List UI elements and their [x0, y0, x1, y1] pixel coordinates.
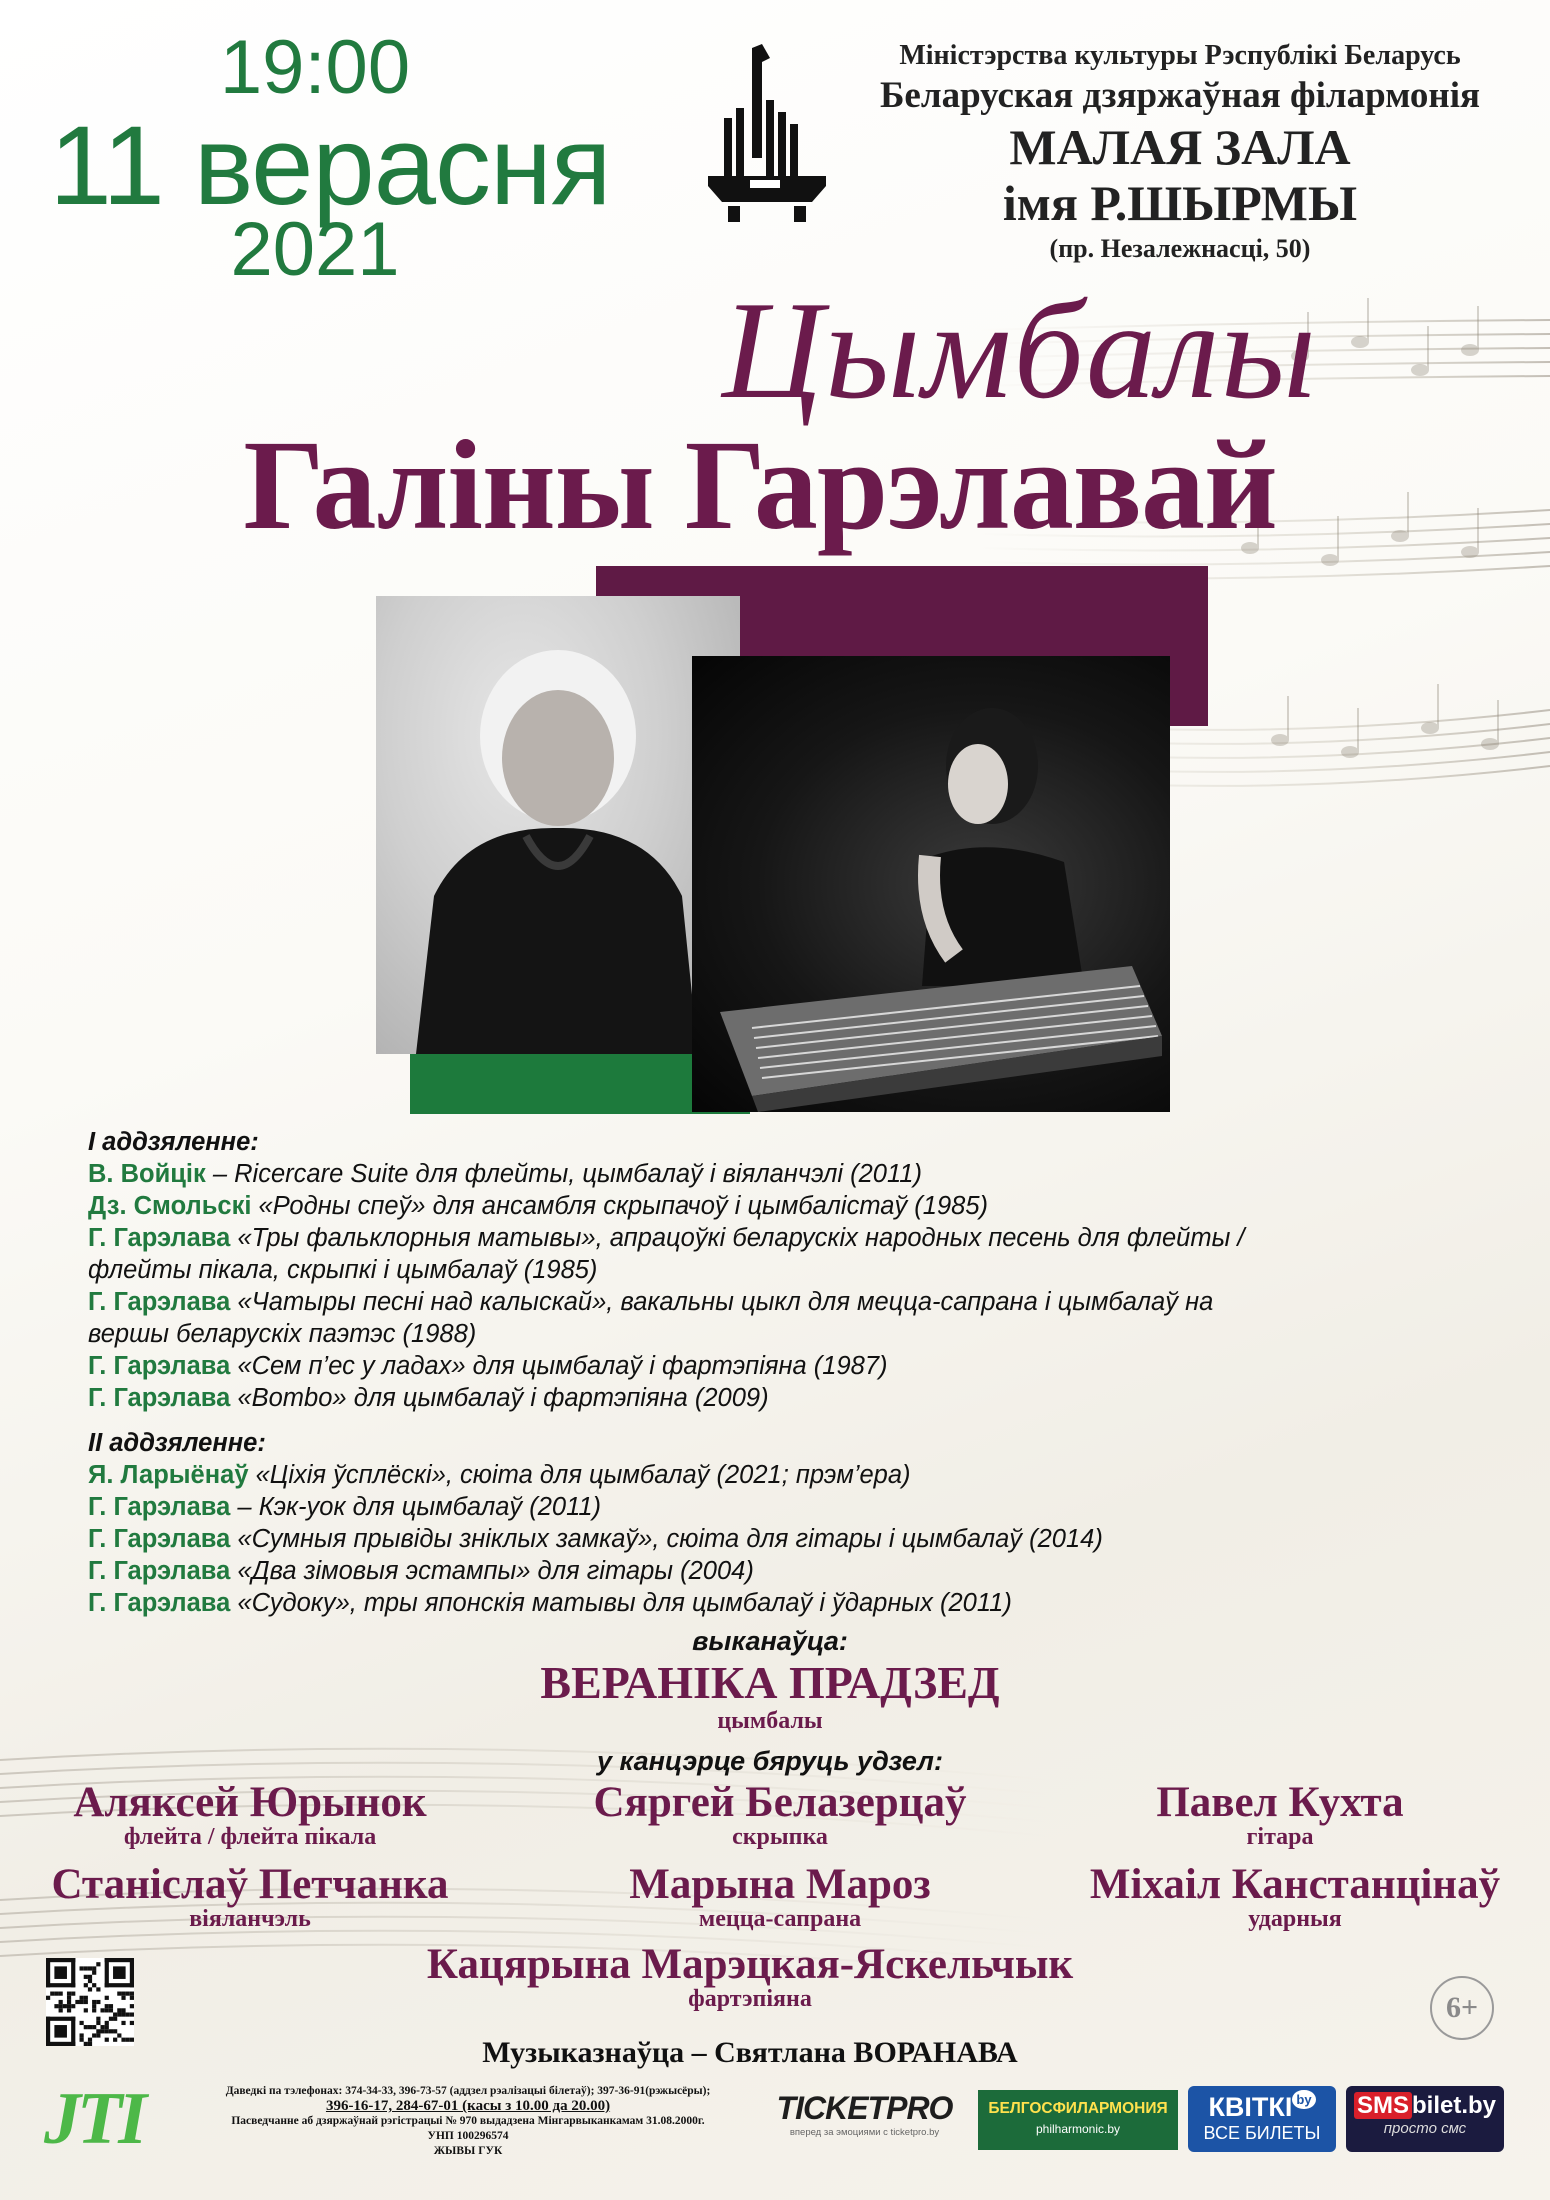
- hall-name: МАЛАЯ ЗАЛА: [1009, 119, 1351, 175]
- program-line: [88, 1523, 1103, 1555]
- participant-name: Павел Кухта: [1156, 1779, 1404, 1826]
- program-line: [88, 1254, 597, 1286]
- program-line: [88, 1382, 769, 1414]
- portrait-photo-composer: [376, 596, 740, 1054]
- sms-part: SMS: [1354, 2092, 1412, 2119]
- program-line: [88, 1318, 476, 1350]
- philharmonic-logo-icon: [700, 40, 835, 225]
- participant-name: Марына Мароз: [629, 1861, 931, 1908]
- ticketpro-name: TICKETPRO: [776, 2090, 953, 2126]
- concert-time: 19:00: [219, 25, 411, 110]
- work-description: «Родны спеў» для ансамбля скрыпачоў і цымбалістаў (1985): [258, 1192, 989, 1220]
- program-line: [88, 1459, 911, 1491]
- program-line: [88, 1286, 1213, 1318]
- participant-name: Міхаіл Канстанцінаў: [1089, 1861, 1501, 1908]
- performer-name: ВЕРАНІКА ПРАДЗЕД: [540, 1657, 1000, 1708]
- participant-name: Сяргей Белазерцаў: [593, 1779, 967, 1826]
- composer-name: Г. Гарэлава: [88, 1589, 231, 1617]
- age-rating-badge: 6+: [1430, 1976, 1494, 2040]
- composer-name: Г. Гарэлава: [88, 1352, 231, 1380]
- footer-info: [188, 2084, 748, 2159]
- footer-phones-1: Даведкі па тэлефонах: 374-34-33, 396-73-57 (аддзел рэалізацыі білетаў); 397-36-91(рэжысёры);: [225, 2085, 711, 2097]
- concert-date: 11 верасня: [49, 103, 611, 228]
- program-line: [88, 1555, 754, 1587]
- part-2-header: II аддзяленне:: [88, 1429, 266, 1457]
- footer-unp: УНП 100296574: [427, 2130, 509, 2142]
- composer-name: Г. Гарэлава: [88, 1224, 231, 1252]
- belgosfilarmonia-logo[interactable]: [978, 2090, 1178, 2150]
- composer-name: В. Войцік: [88, 1160, 206, 1188]
- ministry-name: Міністэрства культуры Рэспублікі Беларусь: [899, 40, 1461, 71]
- work-description: «Тры фальклорныя матывы», апрацоўкі беларускіх народных песень для флейты /: [237, 1224, 1245, 1252]
- title-script: Цымбалы: [722, 273, 1318, 428]
- footer-registration: Пасведчанне аб дзяржаўнай рэгістрацыі № 970 выдадзена Мінгарвыканкамам 31.08.2000г.: [231, 2115, 705, 2127]
- performer-label: выканаўца:: [692, 1626, 848, 1656]
- sponsor-logo-jti: JTI: [44, 2078, 143, 2160]
- program-line: [88, 1350, 888, 1382]
- program-line: [88, 1222, 1245, 1254]
- concert-year: 2021: [230, 207, 400, 292]
- kvitki-tagline: ВСЕ БИЛЕТЫ: [1203, 2123, 1321, 2143]
- hall-honoree: імя Р.ШЫРМЫ: [1002, 175, 1358, 231]
- part-1-header: I аддзяленне:: [88, 1128, 259, 1156]
- portrait-photo-performer: [692, 656, 1170, 1112]
- program-line: [88, 1491, 601, 1523]
- performer-instrument: цымбалы: [717, 1708, 823, 1734]
- musicologist: Музыказнаўца – Святлана ВОРАНАВА: [482, 2036, 1018, 2069]
- work-description: «Чатыры песні над калыскай», вакальны цыкл для меццa-сапрана і цымбалаў на: [237, 1288, 1214, 1316]
- kvitki-name: КВІТКІ: [1208, 2092, 1293, 2122]
- composer-name: Дз. Смольскі: [88, 1192, 252, 1220]
- composer-name: Я. Ларыёнаў: [88, 1461, 249, 1489]
- participant-role: гітара: [1246, 1824, 1314, 1850]
- program-line: [88, 1158, 922, 1190]
- work-description: «Сем п’ес у ладах» для цымбалаў і фартэпіяна (1987): [237, 1352, 888, 1380]
- hall-address: (пр. Незалежнасці, 50): [1049, 234, 1311, 263]
- participant-role: фартэпіяна: [688, 1986, 812, 2012]
- participant-role: скрыпка: [732, 1824, 828, 1850]
- participant-role: мецца-сапрана: [698, 1906, 862, 1932]
- ticketpro-logo[interactable]: [752, 2090, 977, 2160]
- belgos-url: philharmonic.by: [1035, 2122, 1121, 2136]
- program-line: [88, 1190, 988, 1222]
- participants-label: у канцэрце бяруць удзел:: [597, 1746, 943, 1776]
- participant-name: Кацярына Марэцкая-Яскельчык: [426, 1941, 1074, 1988]
- belgos-name: БЕЛГОСФИЛАРМОНИЯ: [988, 2100, 1168, 2117]
- participant-role: ударныя: [1248, 1906, 1342, 1932]
- work-description: – Кэк-уок для цымбалаў (2011): [230, 1493, 602, 1521]
- kvitki-logo[interactable]: [1188, 2086, 1336, 2152]
- composer-name: Г. Гарэлава: [88, 1493, 231, 1521]
- participant-name: Аляксей Юрынок: [73, 1779, 427, 1826]
- composer-name: Г. Гарэлава: [88, 1525, 231, 1553]
- composer-name: Г. Гарэлава: [88, 1557, 231, 1585]
- work-description: «Bombo» для цымбалаў і фартэпіяна (2009): [237, 1384, 769, 1412]
- work-description: «Судоку», тры японскія матывы для цымбалаў і ўдарных (2011): [237, 1589, 1012, 1617]
- work-description: вершы беларускіх паэтэс (1988): [88, 1320, 477, 1348]
- work-description: флейты пікала, скрыпкі і цымбалаў (1985): [88, 1256, 598, 1284]
- participant-name: Станіслаў Петчанка: [51, 1861, 449, 1908]
- philharmonic-name: Беларуская дзяржаўная філармонія: [879, 75, 1481, 116]
- footer-org: ЖЫВЫ ГУК: [433, 2145, 503, 2157]
- work-description: – Ricercare Suite для флейты, цымбалаў і віяланчэлі (2011): [205, 1160, 922, 1188]
- qr-code-icon[interactable]: [46, 1958, 134, 2046]
- work-description: «Ціхія ўсплёскі», сюіта для цымбалаў (2021; прэм’ера): [255, 1461, 911, 1489]
- footer-phones-2: 396-16-17, 284-67-01 (касы з 10.00 да 20.00): [325, 2098, 611, 2114]
- program-line: [88, 1587, 1012, 1619]
- smsbilet-logo[interactable]: [1346, 2086, 1504, 2152]
- bilet-part: bilet.by: [1412, 2092, 1497, 2119]
- kvitki-badge: by: [1292, 2090, 1315, 2109]
- sms-tagline: просто смс: [1383, 2120, 1467, 2137]
- composer-name: Г. Гарэлава: [88, 1288, 231, 1316]
- work-description: «Два зімовыя эстампы» для гітары (2004): [237, 1557, 754, 1585]
- participant-role: флейта / флейта пікала: [123, 1824, 377, 1850]
- participant-role: віяланчэль: [189, 1906, 311, 1932]
- work-description: «Сумныя прывіды зніклых замкаў», сюіта для гітары і цымбалаў (2014): [237, 1525, 1103, 1553]
- ticketpro-tagline: вперед за эмоциями с ticketpro.by: [789, 2127, 940, 2138]
- composer-name: Г. Гарэлава: [88, 1384, 231, 1412]
- title-main: Галіны Гарэлавай: [243, 414, 1277, 556]
